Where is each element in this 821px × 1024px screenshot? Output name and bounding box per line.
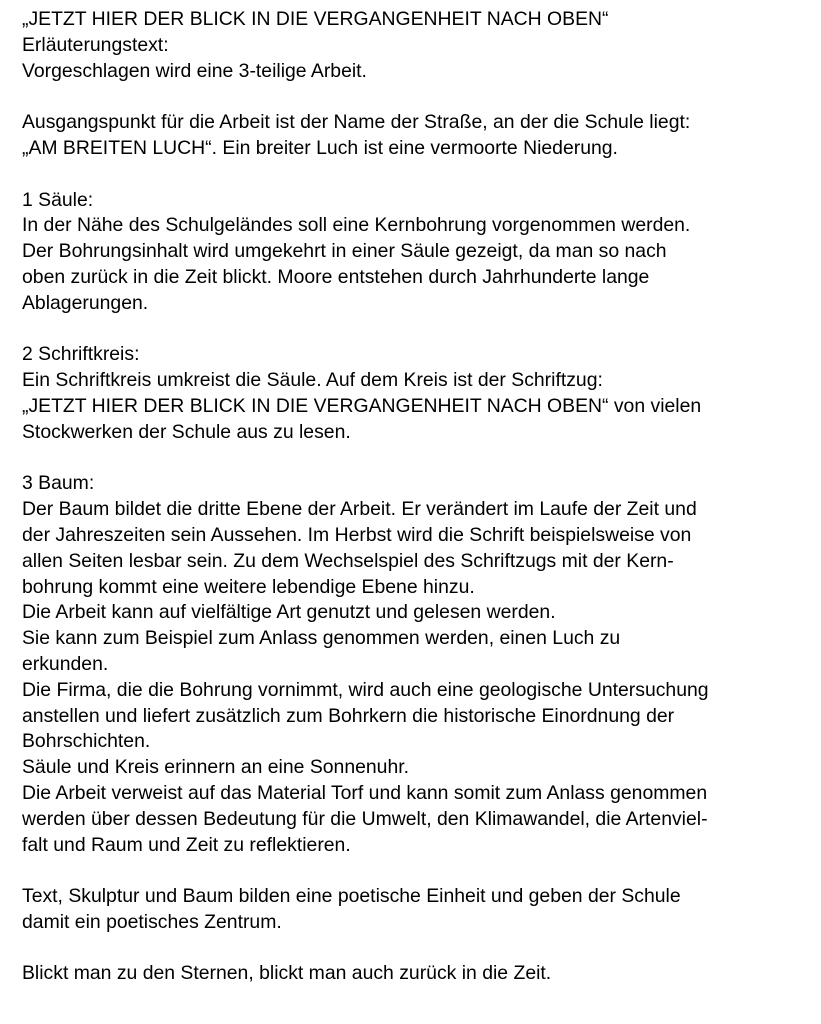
paragraph-spacer <box>22 84 812 110</box>
section-heading-baum: 3 Baum: <box>22 472 95 495</box>
section-text-line: allen Seiten lesbar sein. Zu dem Wechselspiel des Schriftzugs mit der Kern- <box>22 549 674 572</box>
paragraph-spacer <box>22 317 812 343</box>
section-text-line: Der Bohrungsinhalt wird umgekehrt in einer Säule gezeigt, da man so nach <box>22 240 667 263</box>
section-text-line: Sie kann zum Beispiel zum Anlass genommen werden, einen Luch zu <box>22 627 621 650</box>
section-text-line: Der Baum bildet die dritte Ebene der Arbeit. Er verändert im Laufe der Zeit und <box>22 498 697 521</box>
section-text-line: Die Arbeit kann auf vielfältige Art genutzt und gelesen werden. <box>22 601 556 624</box>
section-heading-schriftkreis: 2 Schriftkreis: <box>22 343 140 366</box>
section-text-line: „JETZT HIER DER BLICK IN DIE VERGANGENHEIT NACH OBEN“ von vielen <box>22 394 702 417</box>
intro-line: Vorgeschlagen wird eine 3-teilige Arbeit. <box>22 59 367 82</box>
document-subtitle: Erläuterungstext: <box>22 33 169 56</box>
section-text-line: bohrung kommt eine weitere lebendige Ebene hinzu. <box>22 575 475 598</box>
document-body <box>22 7 812 987</box>
conclusion-line: Text, Skulptur und Baum bilden eine poetische Einheit und geben der Schule <box>22 885 681 908</box>
section-text-line: In der Nähe des Schulgeländes soll eine Kernbohrung vorgenommen werden. <box>22 214 691 237</box>
section-text-line: Säule und Kreis erinnern an eine Sonnenuhr. <box>22 756 410 779</box>
premise-line: Ausgangspunkt für die Arbeit ist der Name der Straße, an der die Schule liegt: <box>22 111 691 134</box>
section-text-line: Ein Schriftkreis umkreist die Säule. Auf dem Kreis ist der Schriftzug: <box>22 369 603 392</box>
paragraph-spacer <box>22 162 812 188</box>
premise-line: „AM BREITEN LUCH“. Ein breiter Luch ist eine vermoorte Niederung. <box>22 136 618 159</box>
section-text-line: Ablagerungen. <box>22 291 149 314</box>
section-text-line: Die Arbeit verweist auf das Material Torf und kann somit zum Anlass genommen <box>22 781 708 804</box>
section-text-line: Stockwerken der Schule aus zu lesen. <box>22 420 351 443</box>
section-text-line: anstellen und liefert zusätzlich zum Bohrkern die historische Einordnung der <box>22 704 675 727</box>
conclusion-line: damit ein poetisches Zentrum. <box>22 910 282 933</box>
section-text-line: werden über dessen Bedeutung für die Umwelt, den Klimawandel, die Artenviel- <box>22 807 708 830</box>
section-text-line: falt und Raum und Zeit zu reflektieren. <box>22 833 351 856</box>
section-text-line: erkunden. <box>22 652 109 675</box>
section-text-line: der Jahreszeiten sein Aussehen. Im Herbst wird die Schrift beispielsweise von <box>22 523 692 546</box>
paragraph-spacer <box>22 858 812 884</box>
section-text-line: Die Firma, die die Bohrung vornimmt, wird auch eine geologische Untersuchung <box>22 678 709 701</box>
paragraph-spacer <box>22 936 812 962</box>
document-title: „JETZT HIER DER BLICK IN DIE VERGANGENHEIT NACH OBEN“ <box>22 8 609 30</box>
paragraph-spacer <box>22 446 812 472</box>
section-heading-saeule: 1 Säule: <box>22 188 94 211</box>
closing-line: Blickt man zu den Sternen, blickt man auch zurück in die Zeit. <box>22 962 552 985</box>
section-text-line: oben zurück in die Zeit blickt. Moore entstehen durch Jahrhunderte lange <box>22 265 650 288</box>
section-text-line: Bohrschichten. <box>22 730 151 753</box>
